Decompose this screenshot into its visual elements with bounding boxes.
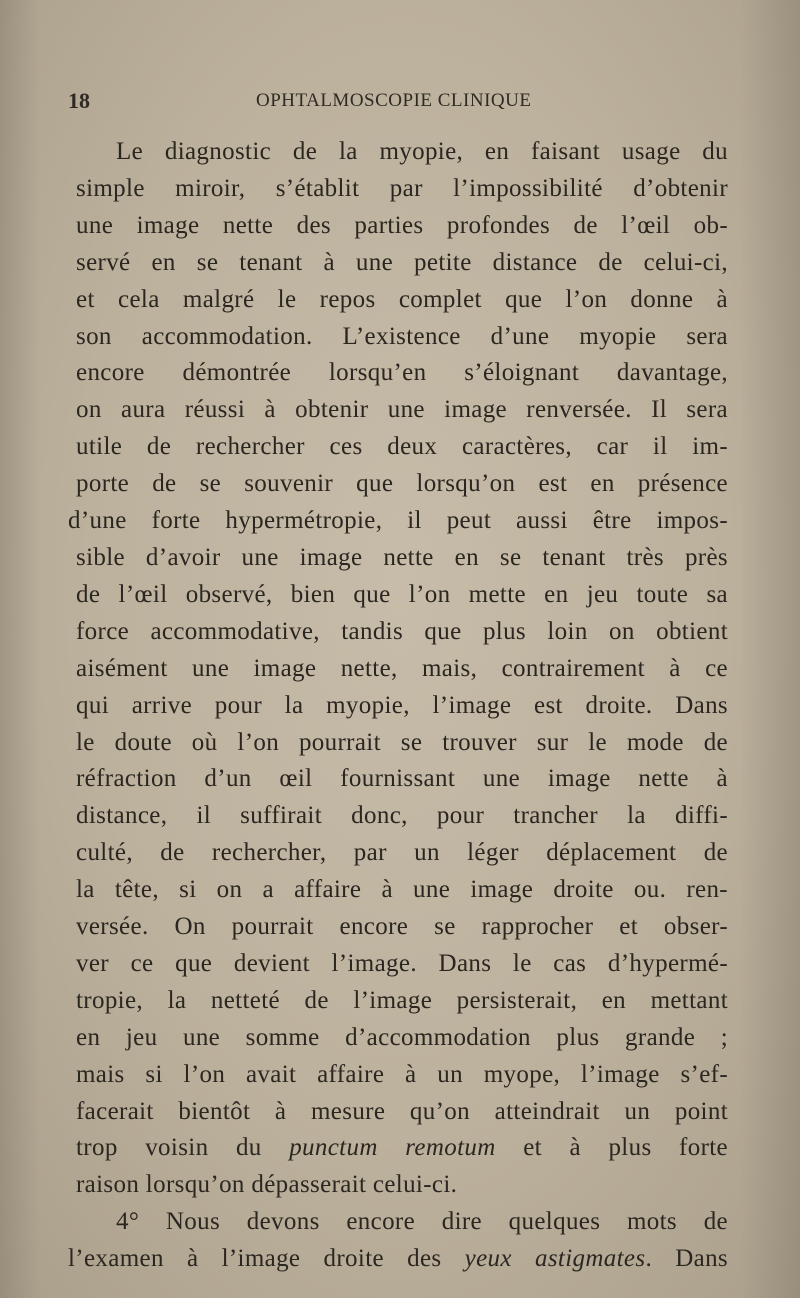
text-line: porte de se souvenir que lorsqu’on est en présence — [76, 470, 728, 498]
text-line: Le diagnostic de la myopie, en faisant usage du — [116, 138, 728, 165]
text-line: de l’œil observé, bien que l’on mette en jeu toute sa — [76, 580, 728, 608]
text-line: raison lorsqu’on dépasserait celui-ci. — [76, 1171, 458, 1199]
text-line: sible d’avoir une image nette en se tenant très près — [76, 543, 728, 571]
text-line: qui arrive pour la myopie, l’image est droite. Dans — [76, 691, 728, 719]
italic-term: punctum remotum — [289, 1134, 496, 1162]
text-line: réfraction d’un œil fournissant une image nette à — [76, 765, 728, 793]
text-line: ver ce que devient l’image. Dans le cas d’hypermé- — [76, 949, 728, 977]
running-head: OPHTALMOSCOPIE CLINIQUE — [256, 90, 532, 111]
text-line: la tête, si on a affaire à une image droite ou. ren- — [76, 876, 728, 904]
page-shadow-right — [740, 0, 800, 1298]
text-line: force accommodative, tandis que plus loin on obtient — [76, 617, 728, 645]
text-line: son accommodation. L’existence d’une myopie sera — [76, 322, 728, 350]
text-line: le doute où l’on pourrait se trouver sur le mode de — [76, 728, 728, 756]
page-header — [68, 88, 728, 122]
body-text — [68, 134, 728, 1278]
text-line: tropie, la netteté de l’image persisterait, en mettant — [76, 986, 728, 1014]
text-line: une image nette des parties profondes de l’œil ob- — [76, 211, 728, 239]
page-number: 18 — [68, 88, 90, 113]
text-line: culté, de rechercher, par un léger déplacement de — [76, 839, 728, 867]
text-line: simple miroir, s’établit par l’impossibilité d’obtenir — [76, 174, 728, 202]
text-line: on aura réussi à obtenir une image renversée. Il sera — [76, 396, 728, 424]
text-line: 4° Nous devons encore dire quelques mots de — [116, 1208, 728, 1236]
text-line: aisément une image nette, mais, contrairement à ce — [76, 654, 728, 682]
text-line: en jeu une somme d’accommodation plus grande ; — [76, 1023, 728, 1051]
text-line: mais si l’on avait affaire à un myope, l’image s’ef- — [76, 1060, 728, 1088]
text-run: l’examen à l’image droite des — [68, 1245, 465, 1273]
text-line: utile de rechercher ces deux caractères, car il im- — [76, 433, 728, 461]
text-run: et à plus forte — [495, 1134, 728, 1162]
text-run: trop voisin du — [76, 1134, 290, 1162]
text-line: distance, il suffirait donc, pour trancher la diffi- — [76, 802, 728, 830]
italic-term: yeux astigmates — [464, 1245, 646, 1273]
text-line: servé en se tenant à une petite distance de celui-ci, — [76, 248, 728, 276]
text-line — [68, 1241, 728, 1278]
text-line: encore démontrée lorsqu’en s’éloignant davantage, — [76, 359, 728, 387]
text-line: versée. On pourrait encore se rapprocher et obser- — [76, 913, 728, 941]
text-line: d’une forte hypermétropie, il peut aussi être impos- — [68, 507, 728, 535]
text-line: facerait bientôt à mesure qu’on atteindrait un point — [76, 1097, 728, 1125]
text-line: et cela malgré le repos complet que l’on donne à — [76, 285, 728, 313]
page-shadow-left — [0, 0, 40, 1298]
text-run: . Dans — [645, 1245, 728, 1273]
text-line — [76, 1130, 728, 1167]
